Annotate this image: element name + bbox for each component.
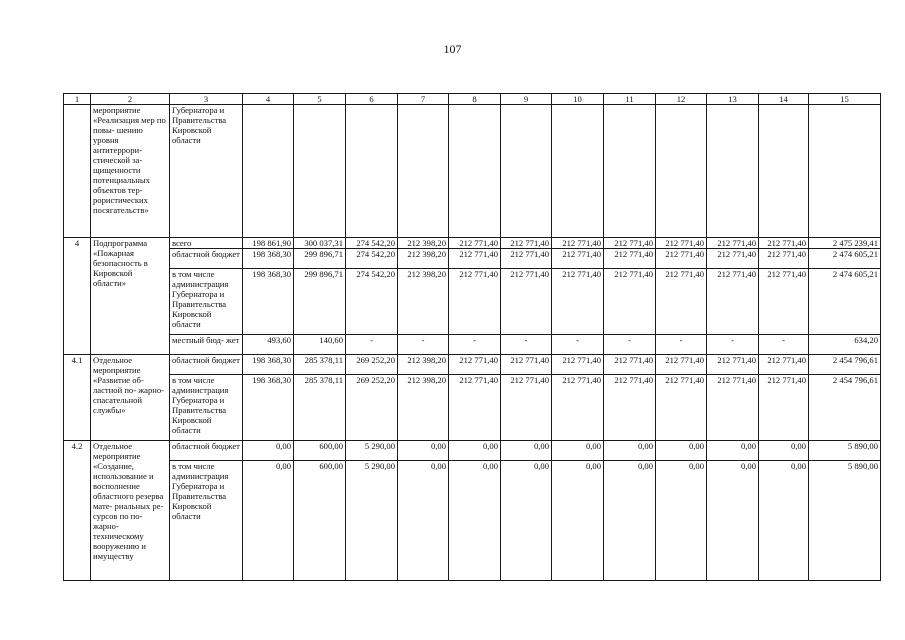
value-cell-col-9: 0,00	[501, 461, 552, 581]
value-cell-col-4	[243, 105, 294, 238]
table-row	[64, 375, 881, 441]
value-cell-col-7: 212 398,20	[398, 269, 449, 335]
value-cell-col-12: 212 771,40	[656, 238, 707, 249]
header-cell-1: 1	[64, 94, 91, 105]
value-cell-col-7: 0,00	[398, 441, 449, 461]
header-cell-14: 14	[759, 94, 809, 105]
row-number-cell	[64, 105, 91, 238]
value-cell-col-7: 212 398,20	[398, 238, 449, 249]
value-cell-col-11: -	[604, 335, 656, 355]
value-cell-col-7: 212 398,20	[398, 249, 449, 269]
value-cell-col-4: 198 368,30	[243, 269, 294, 335]
value-cell-col-10: 212 771,40	[552, 375, 604, 441]
value-cell-col-6: 274 542,20	[346, 249, 398, 269]
value-cell-col-15: 2 475 239,41	[809, 238, 881, 249]
table-row	[64, 249, 881, 269]
value-cell-col-13: 212 771,40	[707, 269, 759, 335]
value-cell-col-5: 285 378,11	[294, 375, 346, 441]
value-cell-col-8: 212 771,40	[449, 375, 501, 441]
value-cell-col-8: 0,00	[449, 441, 501, 461]
table-row	[64, 269, 881, 335]
value-cell-col-8: 0,00	[449, 461, 501, 581]
value-cell-col-11	[604, 105, 656, 238]
value-cell-col-11: 212 771,40	[604, 269, 656, 335]
value-cell-col-14	[759, 105, 809, 238]
event-name-cell: мероприятие «Реализация мер по повы- шению уровня антитеррори- стической за- щищенности потенциальных объектов тер- рористических посягательств»	[91, 105, 170, 238]
value-cell-col-8	[449, 105, 501, 238]
funding-source-cell: всего	[170, 238, 243, 249]
value-cell-col-6: 269 252,20	[346, 355, 398, 375]
table-row	[64, 461, 881, 581]
value-cell-col-5: 300 037,31	[294, 238, 346, 249]
funding-source-cell: местный бюд- жет	[170, 335, 243, 355]
table-row	[64, 355, 881, 375]
header-cell-11: 11	[604, 94, 656, 105]
funding-source-cell: в том числе администрация Губернатора и Правительства Кировской области	[170, 269, 243, 335]
value-cell-col-9: 212 771,40	[501, 269, 552, 335]
value-cell-col-14: 212 771,40	[759, 249, 809, 269]
value-cell-col-15: 2 454 796,61	[809, 355, 881, 375]
value-cell-col-6: 269 252,20	[346, 375, 398, 441]
header-cell-4: 4	[243, 94, 294, 105]
value-cell-col-4: 198 861,90	[243, 238, 294, 249]
value-cell-col-5: 600,00	[294, 441, 346, 461]
value-cell-col-11: 0,00	[604, 461, 656, 581]
value-cell-col-4: 198 368,30	[243, 249, 294, 269]
value-cell-col-6	[346, 105, 398, 238]
value-cell-col-12	[656, 105, 707, 238]
funding-source-cell: Губернатора и Правительства Кировской области	[170, 105, 243, 238]
header-cell-7: 7	[398, 94, 449, 105]
value-cell-col-10	[552, 105, 604, 238]
value-cell-col-7	[398, 105, 449, 238]
value-cell-col-10: 212 771,40	[552, 238, 604, 249]
value-cell-col-8: 212 771,40	[449, 269, 501, 335]
value-cell-col-10: 212 771,40	[552, 355, 604, 375]
funding-source-cell: в том числе администрация Губернатора и Правительства Кировской области	[170, 461, 243, 581]
value-cell-col-11: 212 771,40	[604, 375, 656, 441]
value-cell-col-14: -	[759, 335, 809, 355]
event-name-cell: Отдельное мероприятие «Создание, использование и восполнение областного резерва мате- риальных ре- сурсов по по- жарно- техническому вооружению и имуществу	[91, 441, 170, 581]
value-cell-col-5: 299 896,71	[294, 249, 346, 269]
value-cell-col-12: 212 771,40	[656, 375, 707, 441]
value-cell-col-13: 0,00	[707, 461, 759, 581]
value-cell-col-5: 299 896,71	[294, 269, 346, 335]
header-cell-12: 12	[656, 94, 707, 105]
value-cell-col-13: 0,00	[707, 441, 759, 461]
value-cell-col-10: 212 771,40	[552, 269, 604, 335]
row-number-cell: 4	[64, 238, 91, 355]
header-cell-5: 5	[294, 94, 346, 105]
value-cell-col-7: 212 398,20	[398, 375, 449, 441]
table-header-row	[64, 94, 881, 105]
table-row	[64, 441, 881, 461]
funding-source-cell: областной бюджет	[170, 249, 243, 269]
value-cell-col-9: 212 771,40	[501, 375, 552, 441]
value-cell-col-6: 5 290,00	[346, 441, 398, 461]
header-cell-10: 10	[552, 94, 604, 105]
value-cell-col-14: 212 771,40	[759, 269, 809, 335]
value-cell-col-15: 5 890,00	[809, 441, 881, 461]
value-cell-col-6: -	[346, 335, 398, 355]
header-cell-6: 6	[346, 94, 398, 105]
value-cell-col-8: 212 771,40	[449, 238, 501, 249]
funding-source-cell: в том числе администрация Губернатора и Правительства Кировской области	[170, 375, 243, 441]
value-cell-col-15: 5 890,00	[809, 461, 881, 581]
value-cell-col-15: 2 454 796,61	[809, 375, 881, 441]
value-cell-col-14: 0,00	[759, 461, 809, 581]
value-cell-col-15: 634,20	[809, 335, 881, 355]
value-cell-col-5: 285 378,11	[294, 355, 346, 375]
event-name-cell: Отдельное мероприятие «Развитие об- ластной по- жарно- спасательной службы»	[91, 355, 170, 441]
row-number-cell: 4.1	[64, 355, 91, 441]
value-cell-col-15: 2 474 605,21	[809, 249, 881, 269]
row-number-cell: 4.2	[64, 441, 91, 581]
value-cell-col-8: -	[449, 335, 501, 355]
value-cell-col-13: 212 771,40	[707, 249, 759, 269]
value-cell-col-6: 5 290,00	[346, 461, 398, 581]
funding-source-cell: областной бюджет	[170, 441, 243, 461]
value-cell-col-6: 274 542,20	[346, 269, 398, 335]
page-number: 107	[443, 42, 462, 56]
value-cell-col-4: 198 368,30	[243, 355, 294, 375]
value-cell-col-9: -	[501, 335, 552, 355]
value-cell-col-10: 212 771,40	[552, 249, 604, 269]
value-cell-col-7: 0,00	[398, 461, 449, 581]
value-cell-col-9: 212 771,40	[501, 238, 552, 249]
value-cell-col-14: 0,00	[759, 441, 809, 461]
value-cell-col-14: 212 771,40	[759, 355, 809, 375]
value-cell-col-9: 212 771,40	[501, 249, 552, 269]
value-cell-col-11: 212 771,40	[604, 249, 656, 269]
value-cell-col-12: 212 771,40	[656, 355, 707, 375]
value-cell-col-15: 2 474 605,21	[809, 269, 881, 335]
table-row	[64, 238, 881, 249]
table-row	[64, 105, 881, 238]
value-cell-col-12: 0,00	[656, 461, 707, 581]
funding-source-cell: областной бюджет	[170, 355, 243, 375]
value-cell-col-9: 212 771,40	[501, 355, 552, 375]
value-cell-col-10: 0,00	[552, 461, 604, 581]
value-cell-col-12: 212 771,40	[656, 249, 707, 269]
value-cell-col-10: 0,00	[552, 441, 604, 461]
header-cell-3: 3	[170, 94, 243, 105]
table-row	[64, 335, 881, 355]
value-cell-col-9: 0,00	[501, 441, 552, 461]
value-cell-col-4: 0,00	[243, 461, 294, 581]
header-cell-13: 13	[707, 94, 759, 105]
value-cell-col-4: 198 368,30	[243, 375, 294, 441]
budget-table	[63, 93, 881, 581]
value-cell-col-5: 140,60	[294, 335, 346, 355]
value-cell-col-13: 212 771,40	[707, 375, 759, 441]
value-cell-col-4: 493,60	[243, 335, 294, 355]
value-cell-col-6: 274 542,20	[346, 238, 398, 249]
value-cell-col-15	[809, 105, 881, 238]
value-cell-col-13: 212 771,40	[707, 238, 759, 249]
value-cell-col-5	[294, 105, 346, 238]
value-cell-col-10: -	[552, 335, 604, 355]
header-cell-8: 8	[449, 94, 501, 105]
event-name-cell: Подпрограмма «Пожарная безопасность в Кировской области»	[91, 238, 170, 355]
value-cell-col-12: 212 771,40	[656, 269, 707, 335]
header-cell-15: 15	[809, 94, 881, 105]
value-cell-col-14: 212 771,40	[759, 238, 809, 249]
value-cell-col-13: -	[707, 335, 759, 355]
value-cell-col-8: 212 771,40	[449, 249, 501, 269]
value-cell-col-7: -	[398, 335, 449, 355]
value-cell-col-11: 212 771,40	[604, 238, 656, 249]
value-cell-col-13: 212 771,40	[707, 355, 759, 375]
value-cell-col-7: 212 398,20	[398, 355, 449, 375]
value-cell-col-14: 212 771,40	[759, 375, 809, 441]
header-cell-9: 9	[501, 94, 552, 105]
value-cell-col-11: 0,00	[604, 441, 656, 461]
value-cell-col-12: -	[656, 335, 707, 355]
value-cell-col-12: 0,00	[656, 441, 707, 461]
value-cell-col-5: 600,00	[294, 461, 346, 581]
value-cell-col-11: 212 771,40	[604, 355, 656, 375]
value-cell-col-13	[707, 105, 759, 238]
value-cell-col-9	[501, 105, 552, 238]
value-cell-col-4: 0,00	[243, 441, 294, 461]
header-cell-2: 2	[91, 94, 170, 105]
value-cell-col-8: 212 771,40	[449, 355, 501, 375]
